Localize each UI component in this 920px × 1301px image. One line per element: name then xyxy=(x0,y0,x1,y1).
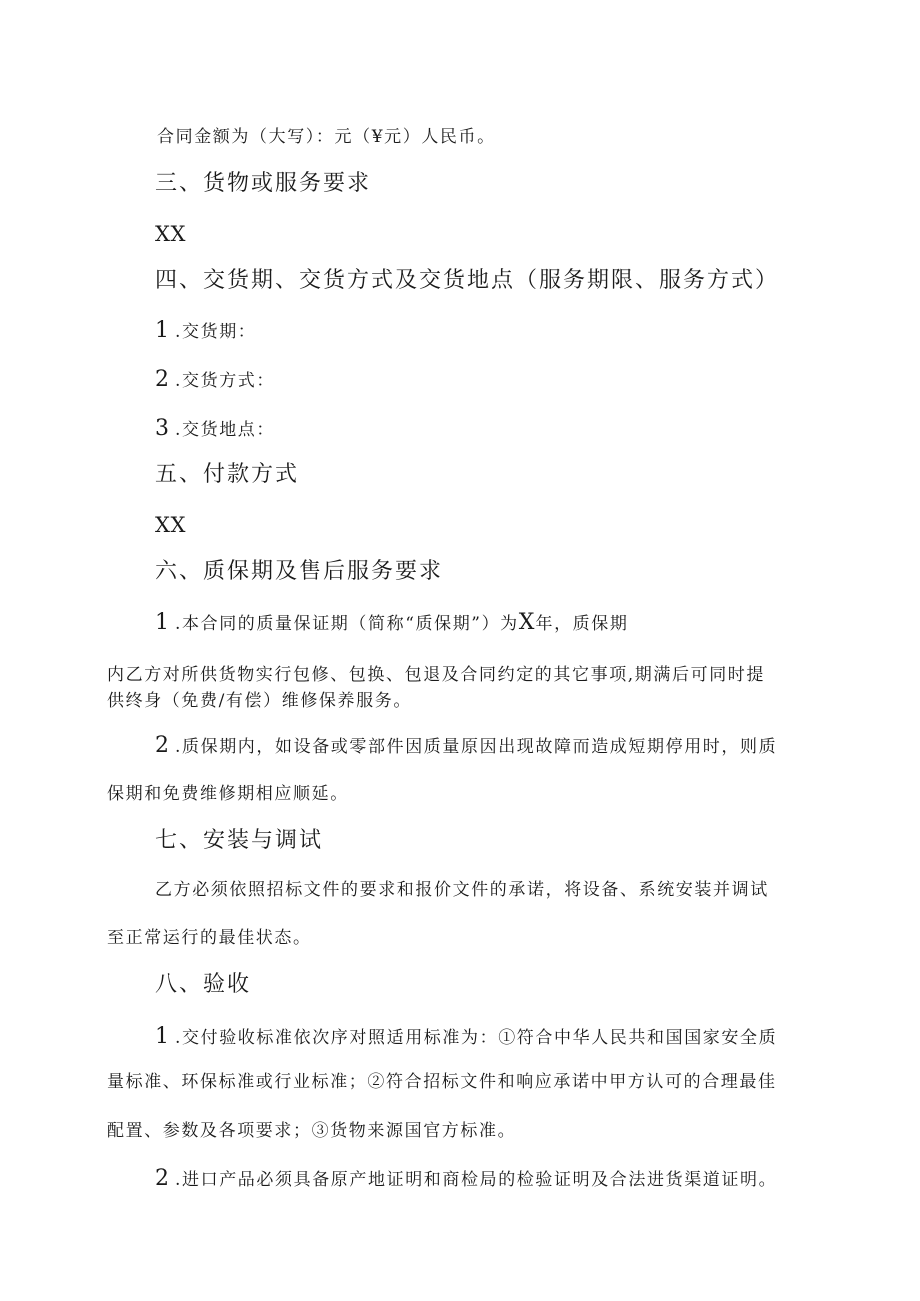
section-8-item-2-line-1 xyxy=(155,1168,777,1190)
section-4-item-3 xyxy=(155,418,275,440)
section-3-content: XX xyxy=(155,222,186,246)
section-8-heading: 八、验收 xyxy=(155,972,252,997)
section-3-heading: 三、货物或服务要求 xyxy=(155,171,372,196)
item-number: 1 xyxy=(155,318,175,343)
section-8-item-1-line-2: 量标准、环保标准或行业标准；②符合招标文件和响应承诺中甲方认可的合理最佳 xyxy=(107,1072,777,1092)
item-number: 2 xyxy=(155,367,175,392)
item-text: .交货方式： xyxy=(175,371,276,391)
section-8-item-1-line-3: 配置、参数及各项要求；③货物来源国官方标准。 xyxy=(107,1121,517,1141)
item-number: 3 xyxy=(155,416,175,441)
item-text: .交货期： xyxy=(175,322,257,342)
section-4-item-1 xyxy=(155,320,256,342)
section-6-item-2-line-2: 保期和免费维修期相应顺延。 xyxy=(107,784,349,804)
warranty-years: X xyxy=(518,610,536,635)
section-5-content: XX xyxy=(155,513,186,537)
section-7-line-1: 乙方必须依照招标文件的要求和报价文件的承诺，将设备、系统安装并调试 xyxy=(155,880,769,900)
item-number: 1 xyxy=(155,1024,175,1049)
item-number: 1 xyxy=(155,610,175,635)
section-4-item-2 xyxy=(155,369,275,391)
item-text: 年，质保期 xyxy=(535,614,629,634)
section-7-line-2: 至正常运行的最佳状态。 xyxy=(107,928,312,948)
item-text: .进口产品必须具备原产地证明和商检局的检验证明及合法进货渠道证明。 xyxy=(175,1170,778,1190)
item-number: 2 xyxy=(155,733,175,758)
item-text: .交货地点： xyxy=(175,420,276,440)
item-text: .本合同的质量保证期（简称“质保期”）为 xyxy=(175,614,519,634)
section-6-heading: 六、质保期及售后服务要求 xyxy=(155,559,444,584)
section-5-heading: 五、付款方式 xyxy=(155,462,300,487)
item-text: .质保期内，如设备或零部件因质量原因出现故障而造成短期停用时，则质 xyxy=(175,737,778,757)
item-number: 2 xyxy=(155,1166,175,1191)
section-4-heading: 四、交货期、交货方式及交货地点（服务期限、服务方式） xyxy=(155,268,780,293)
section-6-item-1-line-2: 内乙方对所供货物实行包修、包换、包退及合同约定的其它事项,期满后可同时提 xyxy=(107,665,766,685)
section-6-item-1-line-1 xyxy=(155,612,628,634)
section-7-heading: 七、安装与调试 xyxy=(155,828,324,853)
section-6-item-1-line-3: 供终身（免费/有偿）维修保养服务。 xyxy=(107,691,412,711)
section-6-item-2-line-1 xyxy=(155,735,777,757)
section-8-item-1-line-1 xyxy=(155,1026,777,1048)
contract-amount-text: 合同金额为（大写）：元（¥元）人民币。 xyxy=(157,127,496,147)
item-text: .交付验收标准依次序对照适用标准为：①符合中华人民共和国国家安全质 xyxy=(175,1028,778,1048)
